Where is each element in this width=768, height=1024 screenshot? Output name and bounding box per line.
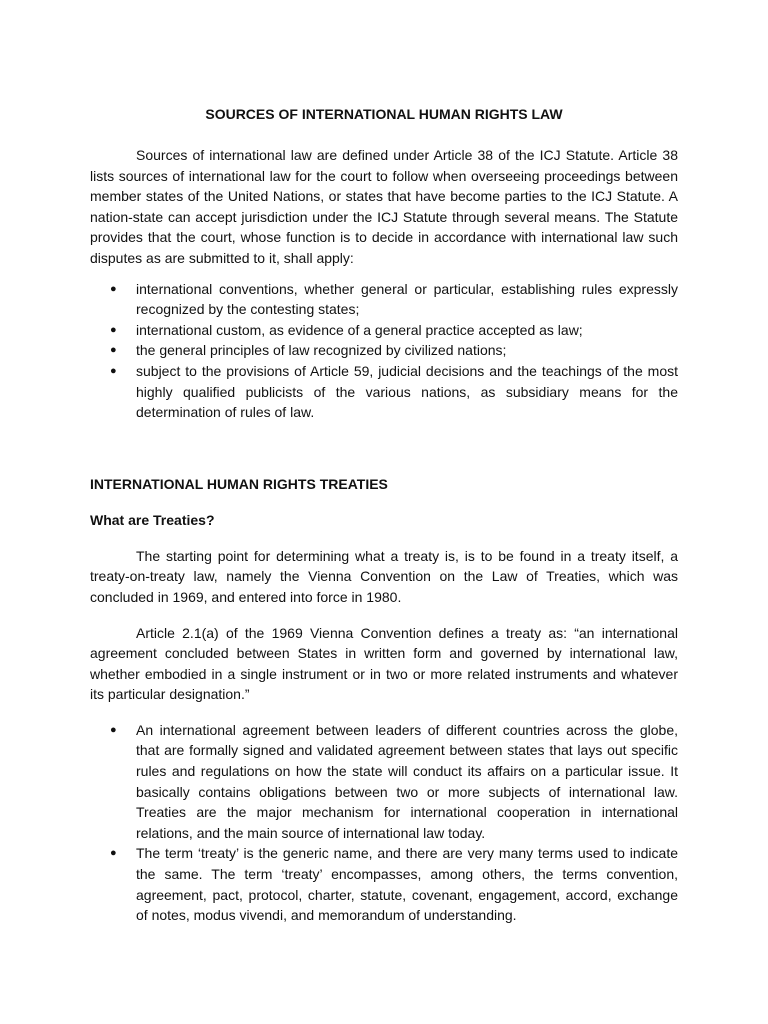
treaty-definition-paragraph: The starting point for determining what a treaty is, is to be found in a treaty itself, a treaty-on-treaty law, namely the Vienna Convention on the Law of Treaties, which was concluded in 1969, and entered into force in 1980. [90,547,678,605]
intro-paragraph: Sources of international law are defined under Article 38 of the ICJ Statute. Article 38 lists sources of international law for the court to follow when overseeing proceedings between member states of the United Nations, or states that have become parties to the ICJ Statute. A nation-state can accept jurisdiction under the ICJ Statute through several means. The Statute provides that the court, whose function is to decide in accordance with international law such disputes as are submitted to it, shall apply: [90,147,678,266]
document-page [90,104,678,926]
subheading: What are Treaties? [90,511,215,528]
bullet-icon: ● [110,323,117,336]
document-title: SOURCES OF INTERNATIONAL HUMAN RIGHTS LAW [205,106,563,122]
sources-list [90,279,678,423]
treaty-list [90,720,678,926]
bullet-icon: ● [110,723,117,736]
bullet-icon: ● [110,282,117,295]
bullet-icon: ● [110,847,117,860]
article-paragraph: Article 2.1(a) of the 1969 Vienna Convention defines a treaty as: “an international agreement concluded between States in written form and governed by international law, whether embodied in a single instrument or in two or more related instruments and whatever its particular designation.” [90,624,678,703]
list-item: ● The term ‘treaty’ is the generic name, and there are very many terms used to indicate the same. The term ‘treaty’ encompasses, among others, the terms convention, agreement, pact, protocol, charter, statute, covenant, engagement, accord, exchange of notes, modus vivendi, and memorandum of understanding. [110,845,678,924]
list-item: ● the general principles of law recognized by civilized nations; [90,340,678,361]
list-item: ● international conventions, whether general or particular, establishing rules expressly recognized by the contesting states; [110,280,678,318]
bullet-icon: ● [110,344,117,357]
list-item: ● subject to the provisions of Article 59, judicial decisions and the teachings of the most highly qualified publicists of the various nations, as subsidiary means for the determination of rules of law. [110,362,678,421]
section-heading: INTERNATIONAL HUMAN RIGHTS TREATIES [90,475,388,492]
bullet-icon: ● [110,364,117,377]
list-item: ● international custom, as evidence of a general practice accepted as law; [90,320,678,341]
list-item: ● An international agreement between leaders of different countries across the globe, that are formally signed and validated agreement between states that lays out specific rules and regulations on how the state will conduct its affairs on a particular issue. It basically contains obligations between two or more subjects of international law. Treaties are the major mechanism for international cooperation in international relations, and the main source of international law today. [110,721,678,841]
